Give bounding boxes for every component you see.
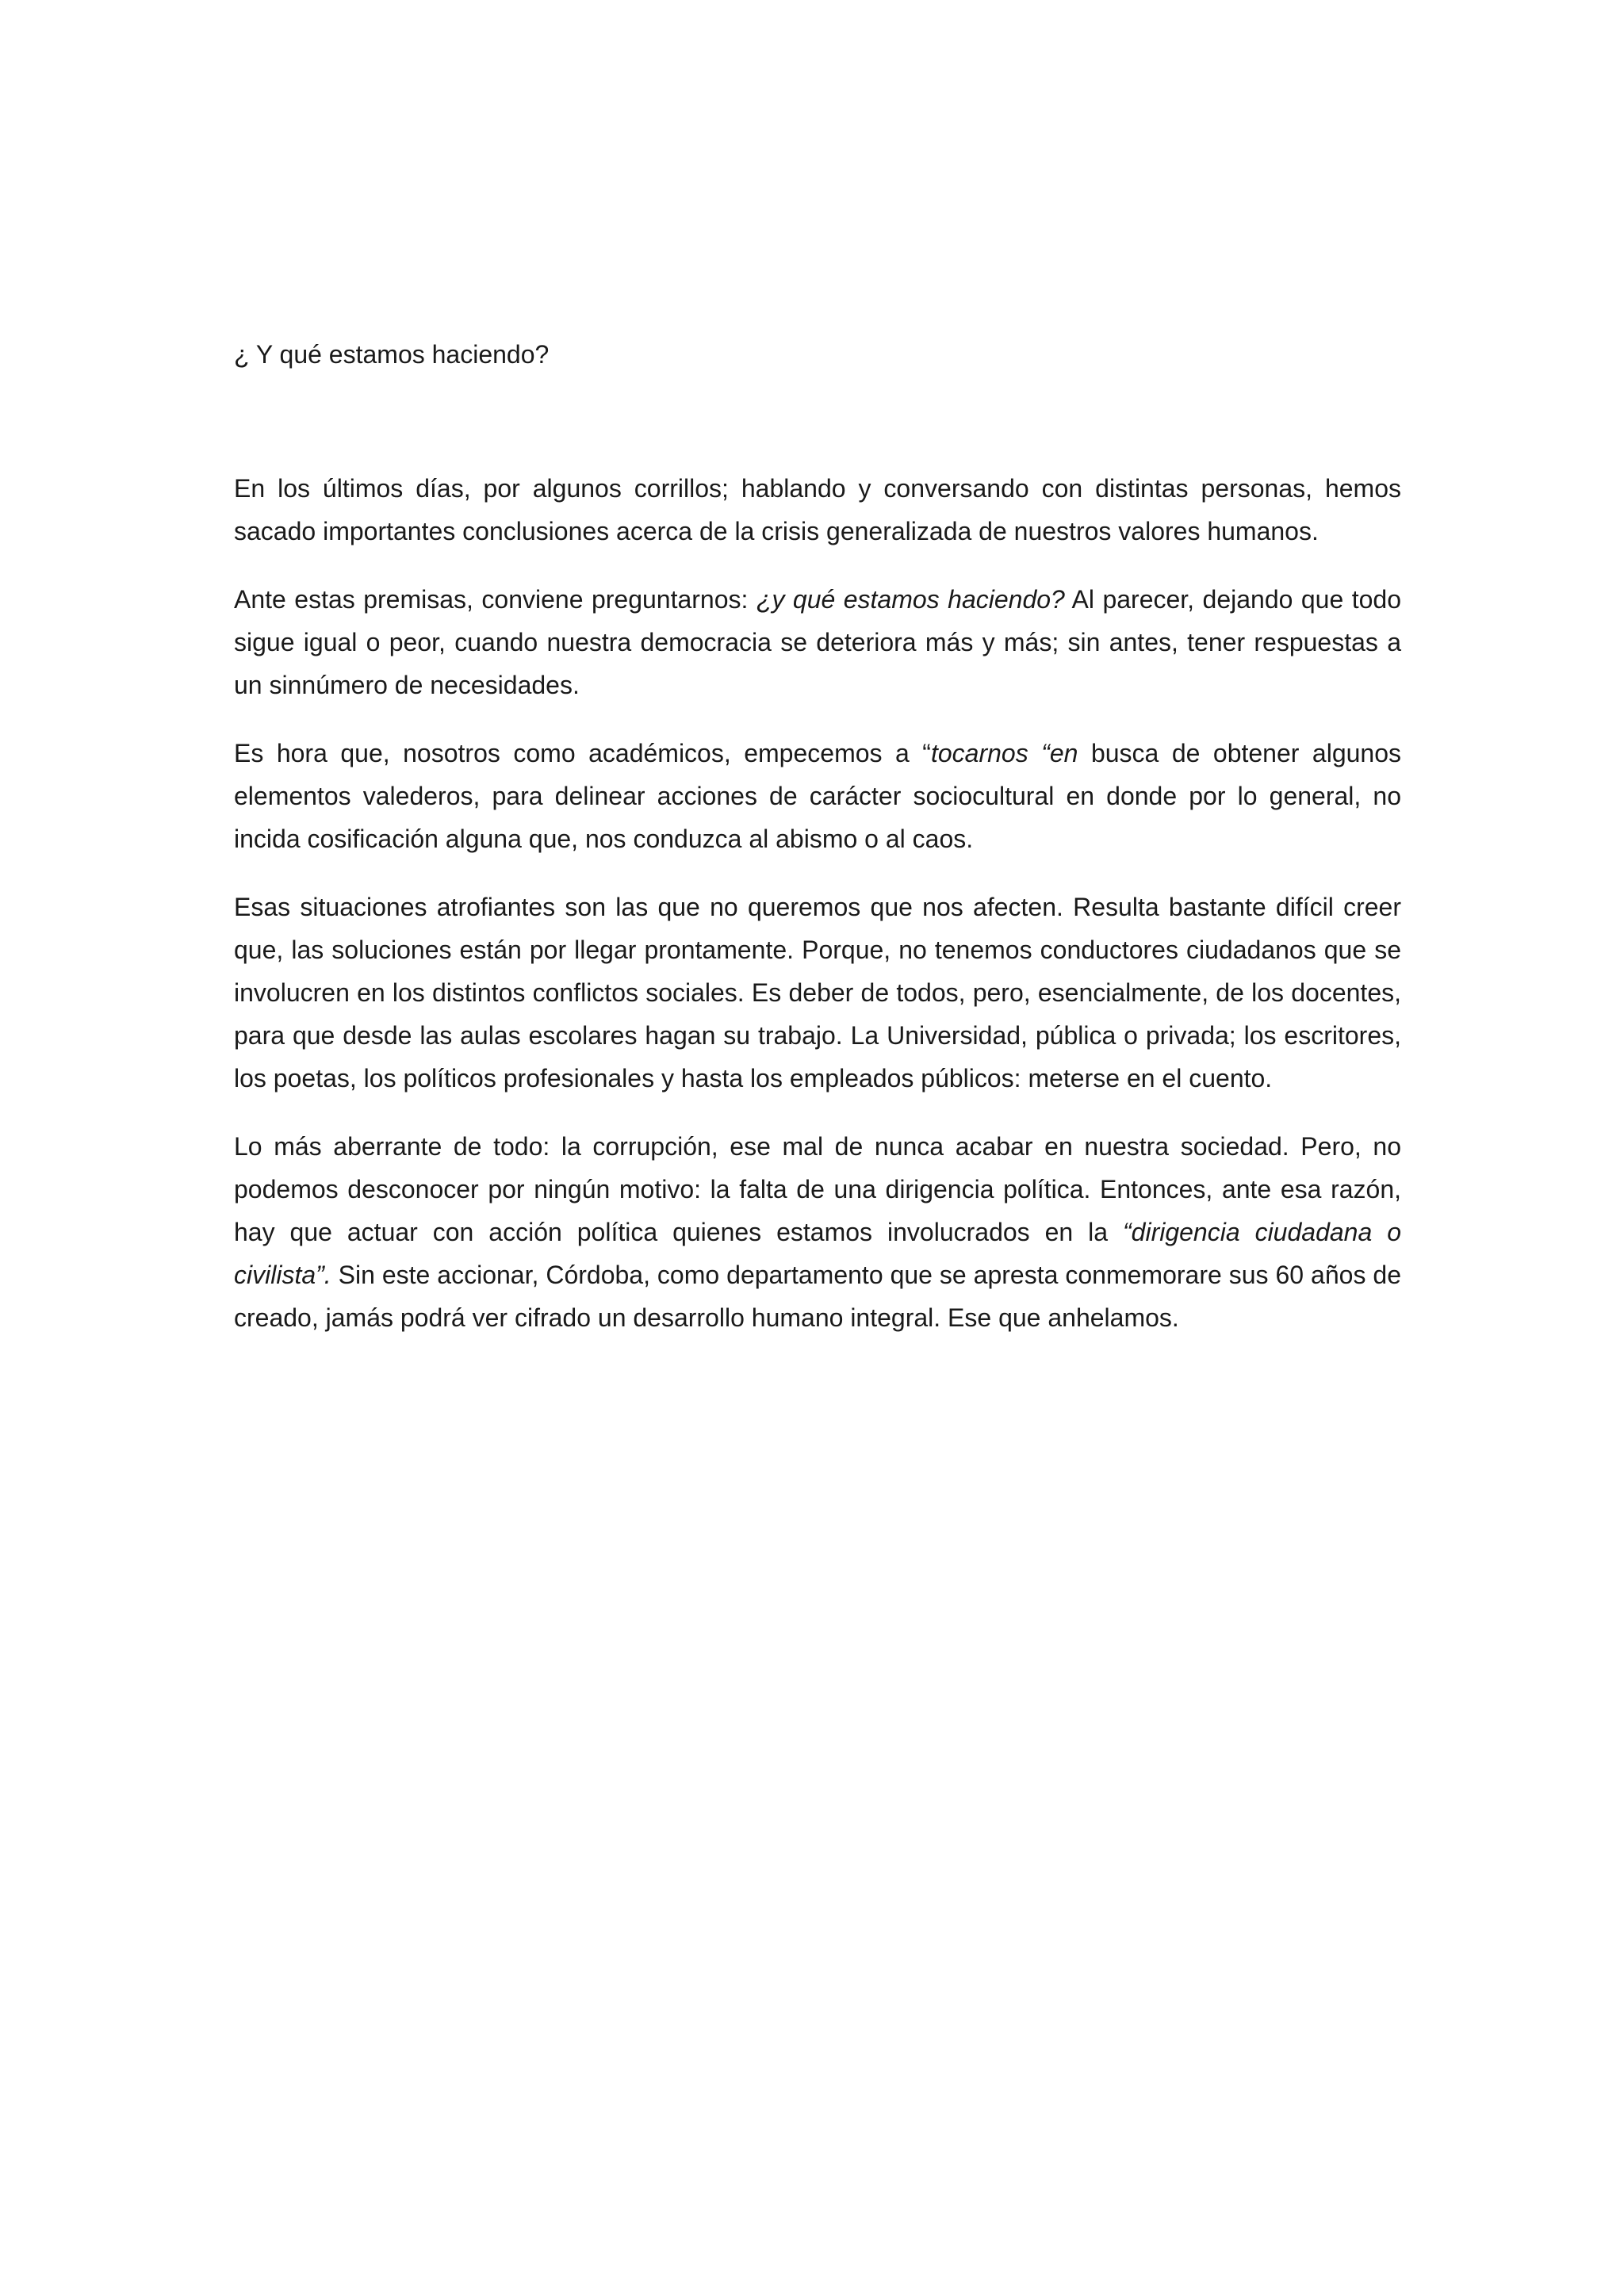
paragraph-3-text-end: busca de obtener algunos elementos valederos, para delinear acciones de carácter sociocultural en donde por lo general, no incida cosificación alguna que, nos conduzca al abismo o al caos. — [234, 739, 1402, 853]
paragraph-1: En los últimos días, por algunos corrillos; hablando y conversando con distintas personas, hemos sacado importantes conclusiones acerca de la crisis generalizada de nuestros valores humanos. — [234, 474, 1401, 545]
document-title: ¿ Y qué estamos haciendo? — [234, 340, 550, 369]
paragraph-2-text-start: Ante estas premisas, conviene preguntarnos: — [234, 585, 756, 614]
document-body — [234, 333, 1401, 1364]
paragraph-5 — [234, 1125, 1401, 1339]
paragraph-5-italic: “dirigencia ciudadana o civilista”. — [234, 1218, 1402, 1289]
paragraph-5-text-start: Lo más aberrante de todo: la corrupción, ese mal de nunca acabar en nuestra sociedad. Pero, no podemos desconocer por ningún motivo: la falta de una dirigencia política. Entonces, ante esa razón, hay que actuar con acción política quienes estamos involucrados en la — [234, 1132, 1401, 1246]
paragraph-4: Esas situaciones atrofiantes son las que no queremos que nos afecten. Resulta bastante difícil creer que, las soluciones están por llegar prontamente. Porque, no tenemos conductores ciudadanos que se involucren en los distintos conflictos sociales. Es deber de todos, pero, esencialmente, de los docentes, para que desde las aulas escolares hagan su trabajo. La Universidad, pública o privada; los escritores, los poetas, los políticos profesionales y hasta los empleados públicos: meterse en el cuento. — [234, 893, 1401, 1093]
paragraph-3-italic: tocarnos “en — [930, 739, 1078, 767]
paragraph-2-italic: ¿y qué estamos haciendo? — [756, 585, 1065, 614]
paragraph-2-text-end: Al parecer, dejando que todo sigue igual o peor, cuando nuestra democracia se deteriora más y más; sin antes, tener respuestas a un sinnúmero de necesidades. — [234, 585, 1402, 699]
paragraph-2 — [234, 578, 1401, 706]
paragraph-5-text-end: Sin este accionar, Córdoba, como departamento que se apresta conmemorare sus 60 años de creado, jamás podrá ver cifrado un desarrollo humano integral. Ese que anhelamos. — [234, 1261, 1401, 1332]
paragraph-3-text-start: Es hora que, nosotros como académicos, empecemos a “ — [234, 739, 931, 767]
paragraph-3 — [234, 732, 1401, 860]
